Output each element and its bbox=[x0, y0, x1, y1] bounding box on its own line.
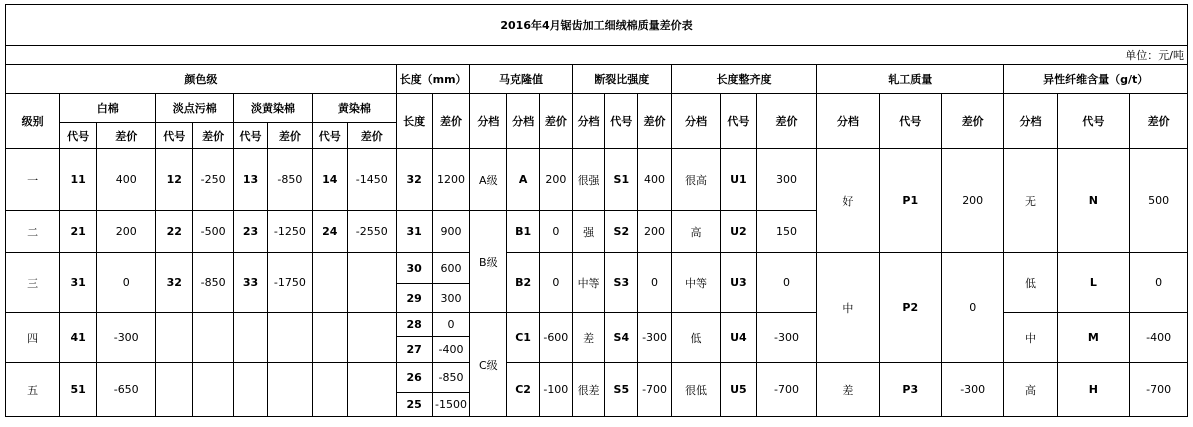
uniformity-diff-cell: -300 bbox=[756, 313, 816, 363]
micronaire-diff-cell: 200 bbox=[539, 149, 572, 211]
micronaire-group-subheader: 分档 bbox=[470, 94, 507, 149]
light-yellow-code-cell: 13 bbox=[234, 149, 268, 211]
micronaire-tier-cell: C2 bbox=[507, 363, 540, 417]
micronaire-header: 马克隆值 bbox=[470, 65, 572, 94]
ginning-tier-cell: 好 bbox=[817, 149, 879, 253]
micronaire-tier-subheader: 分档 bbox=[507, 94, 540, 149]
micronaire-group-cell: A级 bbox=[470, 149, 507, 211]
grade-cell: 四 bbox=[6, 313, 60, 363]
strength-diff-subheader: 差价 bbox=[638, 94, 672, 149]
micronaire-diff-cell: -100 bbox=[539, 363, 572, 417]
length-diff-cell: -1500 bbox=[432, 393, 470, 417]
light-spotted-code-cell: 22 bbox=[156, 211, 193, 253]
foreign-fiber-code-cell: N bbox=[1057, 149, 1130, 253]
light-spotted-diff-cell bbox=[193, 363, 234, 417]
white-code-cell: 11 bbox=[60, 149, 97, 211]
length-value-cell: 30 bbox=[396, 253, 432, 284]
white-code-cell: 41 bbox=[60, 313, 97, 363]
foreign-fiber-diff-cell: 0 bbox=[1130, 253, 1188, 313]
white-diff-cell: -650 bbox=[97, 363, 156, 417]
light-spotted-code-cell: 32 bbox=[156, 253, 193, 313]
light-spotted-diff-subheader: 差价 bbox=[193, 123, 234, 149]
ginning-diff-cell: 0 bbox=[941, 253, 1003, 363]
yellow-code-subheader: 代号 bbox=[312, 123, 347, 149]
ginning-header: 轧工质量 bbox=[817, 65, 1004, 94]
grade-cell: 二 bbox=[6, 211, 60, 253]
micronaire-tier-cell: B2 bbox=[507, 253, 540, 313]
white-code-cell: 51 bbox=[60, 363, 97, 417]
grade-cell: 五 bbox=[6, 363, 60, 417]
micronaire-diff-cell: -600 bbox=[539, 313, 572, 363]
yellow-diff-cell bbox=[347, 363, 396, 417]
uniformity-diff-subheader: 差价 bbox=[756, 94, 816, 149]
foreign-fiber-tier-cell: 中 bbox=[1004, 313, 1057, 363]
foreign-fiber-tier-subheader: 分档 bbox=[1004, 94, 1057, 149]
light-yellow-diff-subheader: 差价 bbox=[267, 123, 312, 149]
white-code-subheader: 代号 bbox=[60, 123, 97, 149]
light-yellow-code-cell: 23 bbox=[234, 211, 268, 253]
length-diff-cell: 300 bbox=[432, 284, 470, 313]
yellow-stained-header: 黄染棉 bbox=[312, 94, 396, 123]
strength-tier-cell: 中等 bbox=[572, 253, 605, 313]
length-value-cell: 32 bbox=[396, 149, 432, 211]
light-spotted-header: 淡点污棉 bbox=[156, 94, 234, 123]
light-spotted-diff-cell: -500 bbox=[193, 211, 234, 253]
light-yellow-diff-cell bbox=[267, 363, 312, 417]
foreign-fiber-header: 异性纤维含量（g/t） bbox=[1004, 65, 1188, 94]
foreign-fiber-code-cell: H bbox=[1057, 363, 1130, 417]
page-title: 2016年4月锯齿加工细绒棉质量差价表 bbox=[6, 5, 1188, 46]
light-spotted-diff-cell: -250 bbox=[193, 149, 234, 211]
foreign-fiber-diff-subheader: 差价 bbox=[1130, 94, 1188, 149]
white-diff-cell: 400 bbox=[97, 149, 156, 211]
ginning-tier-subheader: 分档 bbox=[817, 94, 879, 149]
strength-tier-subheader: 分档 bbox=[572, 94, 605, 149]
light-yellow-code-cell bbox=[234, 313, 268, 363]
length-subheader: 长度 bbox=[396, 94, 432, 149]
foreign-fiber-diff-cell: -400 bbox=[1130, 313, 1188, 363]
ginning-tier-cell: 差 bbox=[817, 363, 879, 417]
white-code-cell: 31 bbox=[60, 253, 97, 313]
yellow-code-cell: 24 bbox=[312, 211, 347, 253]
yellow-diff-cell bbox=[347, 313, 396, 363]
strength-diff-cell: -700 bbox=[638, 363, 672, 417]
light-yellow-code-subheader: 代号 bbox=[234, 123, 268, 149]
light-spotted-diff-cell bbox=[193, 313, 234, 363]
strength-tier-cell: 差 bbox=[572, 313, 605, 363]
uniformity-code-cell: U3 bbox=[721, 253, 757, 313]
light-yellow-diff-cell: -850 bbox=[267, 149, 312, 211]
ginning-code-cell: P2 bbox=[879, 253, 941, 363]
yellow-code-cell bbox=[312, 313, 347, 363]
micronaire-group-cell: C级 bbox=[470, 313, 507, 417]
uniformity-tier-cell: 中等 bbox=[671, 253, 720, 313]
micronaire-diff-cell: 0 bbox=[539, 211, 572, 253]
uniformity-code-cell: U2 bbox=[721, 211, 757, 253]
yellow-code-cell bbox=[312, 363, 347, 417]
grade-column-header: 级别 bbox=[6, 94, 60, 149]
length-value-cell: 29 bbox=[396, 284, 432, 313]
light-spotted-code-cell bbox=[156, 363, 193, 417]
light-yellow-header: 淡黄染棉 bbox=[234, 94, 313, 123]
length-value-cell: 27 bbox=[396, 337, 432, 363]
light-spotted-code-cell: 12 bbox=[156, 149, 193, 211]
white-cotton-header: 白棉 bbox=[60, 94, 156, 123]
foreign-fiber-tier-cell: 低 bbox=[1004, 253, 1057, 313]
uniformity-diff-cell: -700 bbox=[756, 363, 816, 417]
strength-tier-cell: 很强 bbox=[572, 149, 605, 211]
ginning-diff-cell: 200 bbox=[941, 149, 1003, 253]
grade-cell: 一 bbox=[6, 149, 60, 211]
strength-code-cell: S5 bbox=[605, 363, 638, 417]
micronaire-tier-cell: A bbox=[507, 149, 540, 211]
length-diff-cell: 900 bbox=[432, 211, 470, 253]
micronaire-tier-cell: B1 bbox=[507, 211, 540, 253]
length-diff-subheader: 差价 bbox=[432, 94, 470, 149]
yellow-diff-cell: -1450 bbox=[347, 149, 396, 211]
length-diff-cell: -400 bbox=[432, 337, 470, 363]
micronaire-diff-cell: 0 bbox=[539, 253, 572, 313]
foreign-fiber-tier-cell: 高 bbox=[1004, 363, 1057, 417]
uniformity-tier-cell: 高 bbox=[671, 211, 720, 253]
uniformity-diff-cell: 300 bbox=[756, 149, 816, 211]
micronaire-group-cell: B级 bbox=[470, 211, 507, 313]
light-spotted-code-cell bbox=[156, 313, 193, 363]
yellow-diff-cell: -2550 bbox=[347, 211, 396, 253]
length-header: 长度（mm） bbox=[396, 65, 470, 94]
uniformity-tier-cell: 低 bbox=[671, 313, 720, 363]
uniformity-code-cell: U1 bbox=[721, 149, 757, 211]
strength-code-cell: S2 bbox=[605, 211, 638, 253]
light-spotted-diff-cell: -850 bbox=[193, 253, 234, 313]
light-yellow-diff-cell: -1250 bbox=[267, 211, 312, 253]
ginning-code-cell: P1 bbox=[879, 149, 941, 253]
yellow-diff-cell bbox=[347, 253, 396, 313]
length-value-cell: 26 bbox=[396, 363, 432, 393]
color-grade-header: 颜色级 bbox=[6, 65, 397, 94]
strength-header: 断裂比强度 bbox=[572, 65, 671, 94]
ginning-code-subheader: 代号 bbox=[879, 94, 941, 149]
light-yellow-code-cell: 33 bbox=[234, 253, 268, 313]
white-diff-cell: 0 bbox=[97, 253, 156, 313]
length-diff-cell: 0 bbox=[432, 313, 470, 337]
foreign-fiber-tier-cell: 无 bbox=[1004, 149, 1057, 253]
yellow-diff-subheader: 差价 bbox=[347, 123, 396, 149]
foreign-fiber-code-subheader: 代号 bbox=[1057, 94, 1130, 149]
foreign-fiber-diff-cell: -700 bbox=[1130, 363, 1188, 417]
uniformity-code-subheader: 代号 bbox=[721, 94, 757, 149]
uniformity-header: 长度整齐度 bbox=[671, 65, 816, 94]
length-diff-cell: -850 bbox=[432, 363, 470, 393]
uniformity-diff-cell: 150 bbox=[756, 211, 816, 253]
micronaire-diff-subheader: 差价 bbox=[539, 94, 572, 149]
uniformity-diff-cell: 0 bbox=[756, 253, 816, 313]
length-value-cell: 25 bbox=[396, 393, 432, 417]
foreign-fiber-diff-cell: 500 bbox=[1130, 149, 1188, 253]
light-yellow-diff-cell: -1750 bbox=[267, 253, 312, 313]
strength-code-cell: S3 bbox=[605, 253, 638, 313]
grade-cell: 三 bbox=[6, 253, 60, 313]
ginning-diff-cell: -300 bbox=[941, 363, 1003, 417]
strength-tier-cell: 强 bbox=[572, 211, 605, 253]
strength-diff-cell: 0 bbox=[638, 253, 672, 313]
strength-code-subheader: 代号 bbox=[605, 94, 638, 149]
foreign-fiber-code-cell: L bbox=[1057, 253, 1130, 313]
unit-label: 单位：元/吨 bbox=[6, 46, 1188, 65]
light-yellow-diff-cell bbox=[267, 313, 312, 363]
length-diff-cell: 1200 bbox=[432, 149, 470, 211]
uniformity-tier-cell: 很高 bbox=[671, 149, 720, 211]
strength-code-cell: S1 bbox=[605, 149, 638, 211]
length-value-cell: 31 bbox=[396, 211, 432, 253]
white-diff-subheader: 差价 bbox=[97, 123, 156, 149]
yellow-code-cell bbox=[312, 253, 347, 313]
micronaire-tier-cell: C1 bbox=[507, 313, 540, 363]
strength-code-cell: S4 bbox=[605, 313, 638, 363]
length-diff-cell: 600 bbox=[432, 253, 470, 284]
ginning-tier-cell: 中 bbox=[817, 253, 879, 363]
ginning-code-cell: P3 bbox=[879, 363, 941, 417]
strength-diff-cell: -300 bbox=[638, 313, 672, 363]
white-diff-cell: 200 bbox=[97, 211, 156, 253]
length-value-cell: 28 bbox=[396, 313, 432, 337]
uniformity-code-cell: U5 bbox=[721, 363, 757, 417]
ginning-diff-subheader: 差价 bbox=[941, 94, 1003, 149]
white-diff-cell: -300 bbox=[97, 313, 156, 363]
foreign-fiber-code-cell: M bbox=[1057, 313, 1130, 363]
light-spotted-code-subheader: 代号 bbox=[156, 123, 193, 149]
yellow-code-cell: 14 bbox=[312, 149, 347, 211]
strength-diff-cell: 400 bbox=[638, 149, 672, 211]
strength-tier-cell: 很差 bbox=[572, 363, 605, 417]
white-code-cell: 21 bbox=[60, 211, 97, 253]
uniformity-tier-cell: 很低 bbox=[671, 363, 720, 417]
light-yellow-code-cell bbox=[234, 363, 268, 417]
strength-diff-cell: 200 bbox=[638, 211, 672, 253]
uniformity-code-cell: U4 bbox=[721, 313, 757, 363]
price-difference-table bbox=[5, 4, 1188, 417]
uniformity-tier-subheader: 分档 bbox=[671, 94, 720, 149]
